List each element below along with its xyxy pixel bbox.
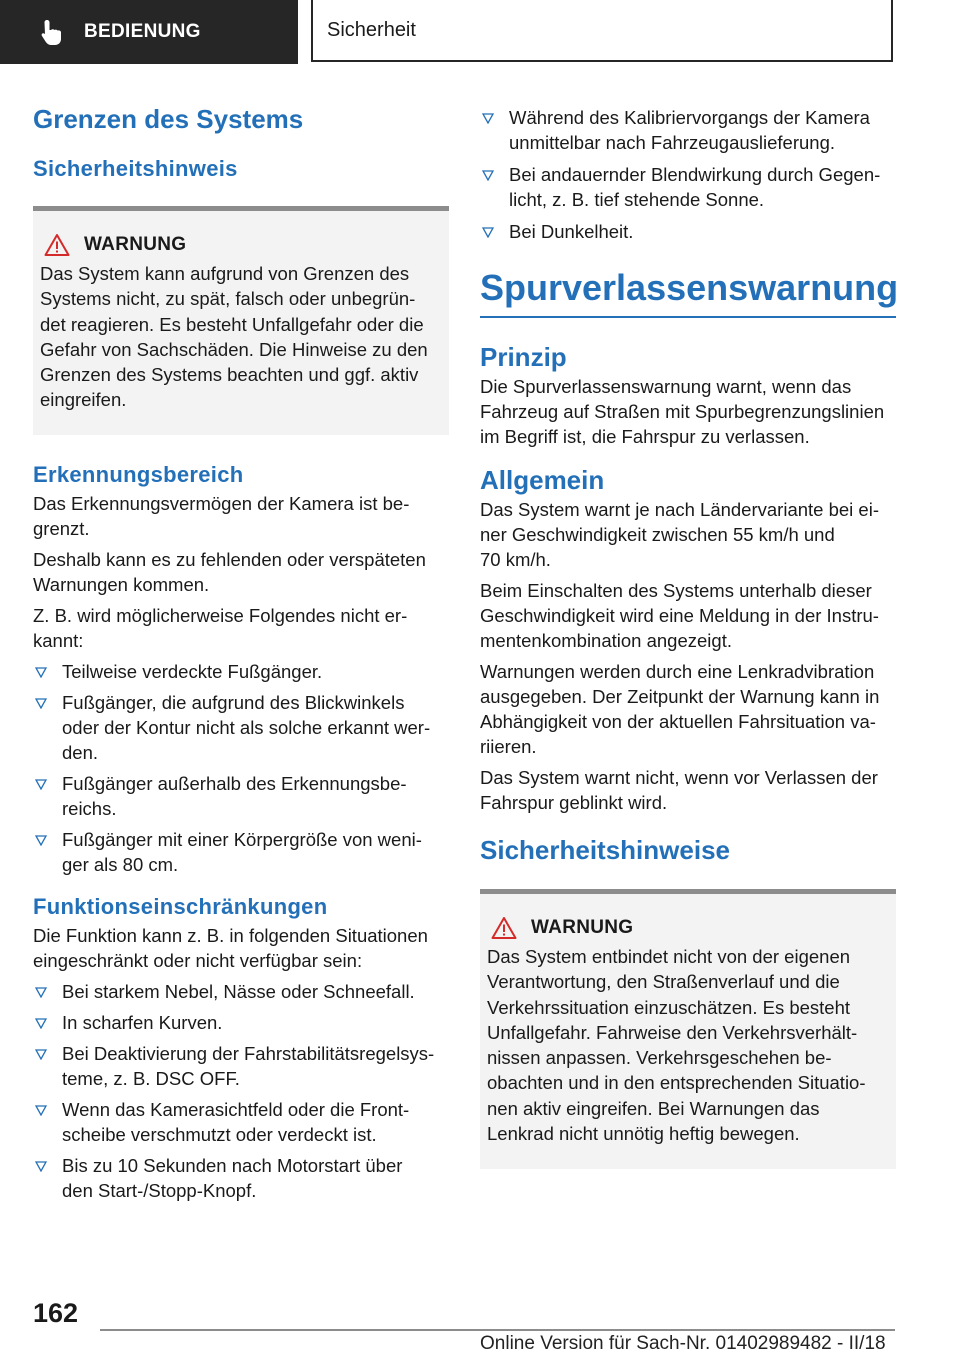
- list-item: Bei Deaktivierung der Fahrstabilitätsregelsys‐ teme, z. B. DSC OFF.: [33, 1041, 449, 1091]
- bullet-triangle-icon: [35, 1105, 47, 1116]
- section-heading-allgemein: Allgemein: [480, 465, 605, 495]
- bullet-triangle-icon: [35, 698, 47, 709]
- list-item: Während des Kalibriervorgangs der Kamera unmittelbar nach Fahrzeugauslieferung.: [480, 105, 896, 155]
- paragraph: Die Funktion kann z. B. in folgenden Situationen eingeschränkt oder nicht verfügbar sein:: [33, 925, 428, 971]
- bullet-triangle-icon: [35, 1049, 47, 1060]
- list-item: Bis zu 10 Sekunden nach Motorstart über den Start-/Stopp-Knopf.: [33, 1153, 449, 1203]
- section-header: [311, 0, 893, 62]
- section-heading-sicherheitshinweise: Sicherheitshinweise: [480, 835, 730, 865]
- paragraph: Das Erkennungsvermögen der Kamera ist be‐ grenzt.: [33, 493, 410, 539]
- list-item: Fußgänger, die aufgrund des Blickwinkels oder der Kontur nicht als solche erkannt wer‐ den.: [33, 690, 449, 765]
- paragraph: Beim Einschalten des Systems unterhalb dieser Geschwindigkeit wird eine Meldung in der Instru‐ mentenkombination angezeigt.: [480, 580, 879, 651]
- bullet-triangle-icon: [35, 779, 47, 790]
- paragraph: Z. B. wird möglicherweise Folgendes nicht er‐ kannt:: [33, 605, 408, 651]
- bullet-triangle-icon: [35, 835, 47, 846]
- warning-box: [480, 889, 896, 1169]
- warning-label: WARNUNG: [84, 234, 187, 255]
- bullet-triangle-icon: [482, 113, 494, 124]
- list-item: In scharfen Kurven.: [33, 1010, 449, 1035]
- bullet-triangle-icon: [482, 170, 494, 181]
- paragraph: Das System warnt nicht, wenn vor Verlassen der Fahrspur geblinkt wird.: [480, 767, 878, 813]
- paragraph: Das System warnt je nach Ländervariante bei ei‐ ner Geschwindigkeit zwischen 55 km/h und 70 km/h.: [480, 499, 879, 570]
- bullet-triangle-icon: [482, 227, 494, 238]
- section-label: Sicherheit: [327, 18, 416, 41]
- warning-title: [40, 231, 439, 259]
- list-item: Teilweise verdeckte Fußgänger.: [33, 659, 449, 684]
- list-item: Fußgänger außerhalb des Erkennungsbe‐ reichs.: [33, 771, 449, 821]
- chapter-label: BEDIENUNG: [84, 21, 201, 42]
- bullet-triangle-icon: [35, 1161, 47, 1172]
- chapter-title: Spurverlassenswarnung: [480, 267, 899, 308]
- left-column: [33, 100, 449, 1203]
- chapter-tab: [0, 0, 298, 64]
- subtitle: Sicherheitshinweis: [33, 156, 238, 181]
- list-item: Wenn das Kamerasichtfeld oder die Front‐ scheibe verschmutzt oder verdeckt ist.: [33, 1097, 449, 1147]
- warning-text: Das System entbindet nicht von der eigenen Verantwortung, den Straßenverlauf und die Verkehrssituation einzuschätzen. Es besteht Unfallgefahr. Fahrweise den Verkehrsverhält‐ nissen anpassen. Verkehrsgeschehen be‐ obachten und in den entsprechenden Situatio‐ nen aktiv eingreifen. Bei Warnungen das Lenkrad nicht unnötig heftig bewegen.: [487, 946, 866, 1145]
- list-item: Bei starkem Nebel, Nässe oder Schneefall.: [33, 979, 449, 1004]
- page-title: Grenzen des Systems: [33, 104, 304, 134]
- footer-text: Online Version für Sach-Nr. 01402989482 - II/18: [480, 1333, 886, 1354]
- chapter-title-block: [480, 266, 899, 318]
- section-heading-prinzip: Prinzip: [480, 342, 567, 372]
- paragraph: Die Spurverlassenswarnung warnt, wenn das Fahrzeug auf Straßen mit Spurbegrenzungslinien im Begriff ist, die Fahrspur zu verlassen.: [480, 376, 885, 447]
- footer-divider: [100, 1329, 895, 1331]
- bullet-triangle-icon: [35, 1018, 47, 1029]
- list-item: Bei andauernder Blendwirkung durch Gegen‐ licht, z. B. tief stehende Sonne.: [480, 162, 896, 212]
- warning-triangle-icon: [491, 916, 517, 940]
- paragraph: Warnungen werden durch eine Lenkradvibration ausgegeben. Der Zeitpunkt der Warnung kann in Abhängigkeit von der aktuellen Fahrsituation va‐ riieren.: [480, 661, 880, 757]
- section-heading-erkennung: Erkennungsbereich: [33, 462, 244, 487]
- warning-title: [487, 914, 886, 942]
- warning-text: Das System kann aufgrund von Grenzen des Systems nicht, zu spät, falsch oder unbegrün‐ det reagieren. Es besteht Unfallgefahr oder die Gefahr von Sachschäden. Die Hinweise zu den Grenzen des Systems beachten und ggf. aktiv eingreifen.: [40, 263, 428, 411]
- right-column: [480, 105, 899, 1169]
- paragraph: Deshalb kann es zu fehlenden oder verspäteten Warnungen kommen.: [33, 549, 426, 595]
- warning-triangle-icon: [44, 233, 70, 257]
- warning-label: WARNUNG: [531, 917, 634, 938]
- hand-pointer-icon: [38, 17, 68, 47]
- list-item: Fußgänger mit einer Körpergröße von weni‐ ger als 80 cm.: [33, 827, 449, 877]
- section-heading-funktion: Funktionseinschränkungen: [33, 894, 328, 919]
- bullet-triangle-icon: [35, 667, 47, 678]
- bullet-triangle-icon: [35, 987, 47, 998]
- warning-box: [33, 206, 449, 435]
- list-item: Bei Dunkelheit.: [480, 219, 896, 244]
- page-number: 162: [33, 1298, 79, 1328]
